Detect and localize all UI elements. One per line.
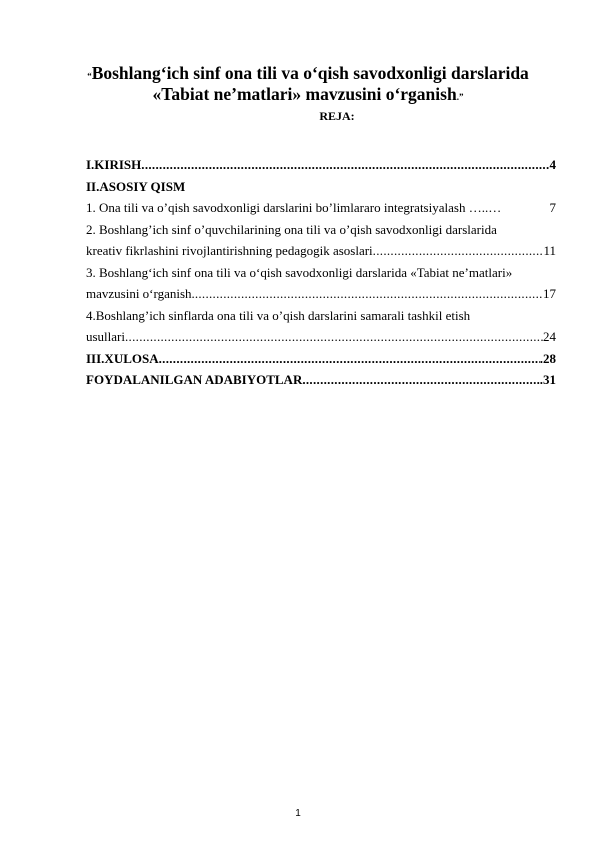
toc-leader-dots — [141, 154, 549, 176]
toc-entry-page: 7 — [549, 200, 556, 215]
toc-entry-label-continued: kreativ fikrlashini rivojlantirishning pedagogik asoslari — [86, 243, 373, 258]
toc-leader-dots — [302, 369, 539, 391]
toc-entry-page: 4 — [549, 157, 556, 172]
toc-entry-label-continued: mavzusini o‘rganish. — [86, 286, 195, 301]
title-text-line-1: Boshlang‘ich sinf ona tili va o‘qish savodxonligi darslarida — [91, 63, 529, 83]
toc-section-label: II.ASOSIY QISM — [86, 178, 186, 194]
toc-entry-label: 1. Ona tili va o’qish savodxonligi darslarini bo’limlararo integratsiyalash …..… — [86, 200, 502, 215]
toc-leader-dots — [373, 240, 544, 262]
table-of-contents — [86, 154, 556, 391]
toc-entry-label: I.KIRISH — [86, 157, 142, 172]
toc-entry-label: 4.Boshlang’ich sinflarda ona tili va o’qish darslarini samarali tashkil etish — [86, 307, 471, 323]
toc-entry-page: 24 — [543, 329, 556, 344]
toc-entry-3-line-2 — [86, 283, 556, 305]
toc-entry-4-line-2 — [86, 326, 556, 348]
document-title-line-1 — [60, 63, 556, 86]
toc-entry-label: III.XULOSA — [86, 350, 159, 366]
toc-entry-4-line-1 — [86, 305, 556, 327]
toc-entry-page: 17 — [543, 286, 556, 301]
toc-leader-dots — [159, 348, 540, 370]
toc-entry-conclusion — [86, 348, 556, 370]
toc-leader-dots — [125, 326, 543, 348]
toc-entry-intro — [86, 154, 556, 176]
title-text-line-2: «Tabiat ne’matlari» mavzusini o‘rganish — [152, 84, 457, 104]
toc-entry-2-line-1 — [86, 219, 556, 241]
toc-entry-label: 3. Boshlang‘ich sinf ona tili va o‘qish savodxonligi darslarida «Tabiat ne’matlari» — [86, 264, 513, 280]
toc-entry-3-line-1 — [86, 262, 556, 284]
toc-entry-2-line-2 — [86, 240, 556, 262]
toc-entry-label: FOYDALANILGAN ADABIYOTLAR — [86, 372, 303, 387]
document-title-line-2 — [60, 84, 556, 107]
plan-heading: REJA: — [319, 109, 355, 123]
title-close-quote: .” — [456, 92, 464, 102]
toc-entry-page: 11 — [543, 243, 556, 258]
toc-entry-1 — [86, 197, 556, 219]
toc-entry-page: .31 — [539, 372, 556, 387]
toc-entry-references — [86, 369, 556, 391]
toc-entry-label-continued: usullari — [86, 329, 125, 344]
title-open-quote: “ — [87, 71, 92, 81]
toc-entry-label: 2. Boshlang’ich sinf o’quvchilarining ona tili va o’qish savodxonligi darslarida — [86, 221, 497, 237]
toc-entry-page: .28 — [539, 350, 556, 366]
page-number: 1 — [295, 808, 301, 819]
toc-section-main — [86, 176, 556, 198]
toc-leader-dots — [195, 283, 543, 305]
